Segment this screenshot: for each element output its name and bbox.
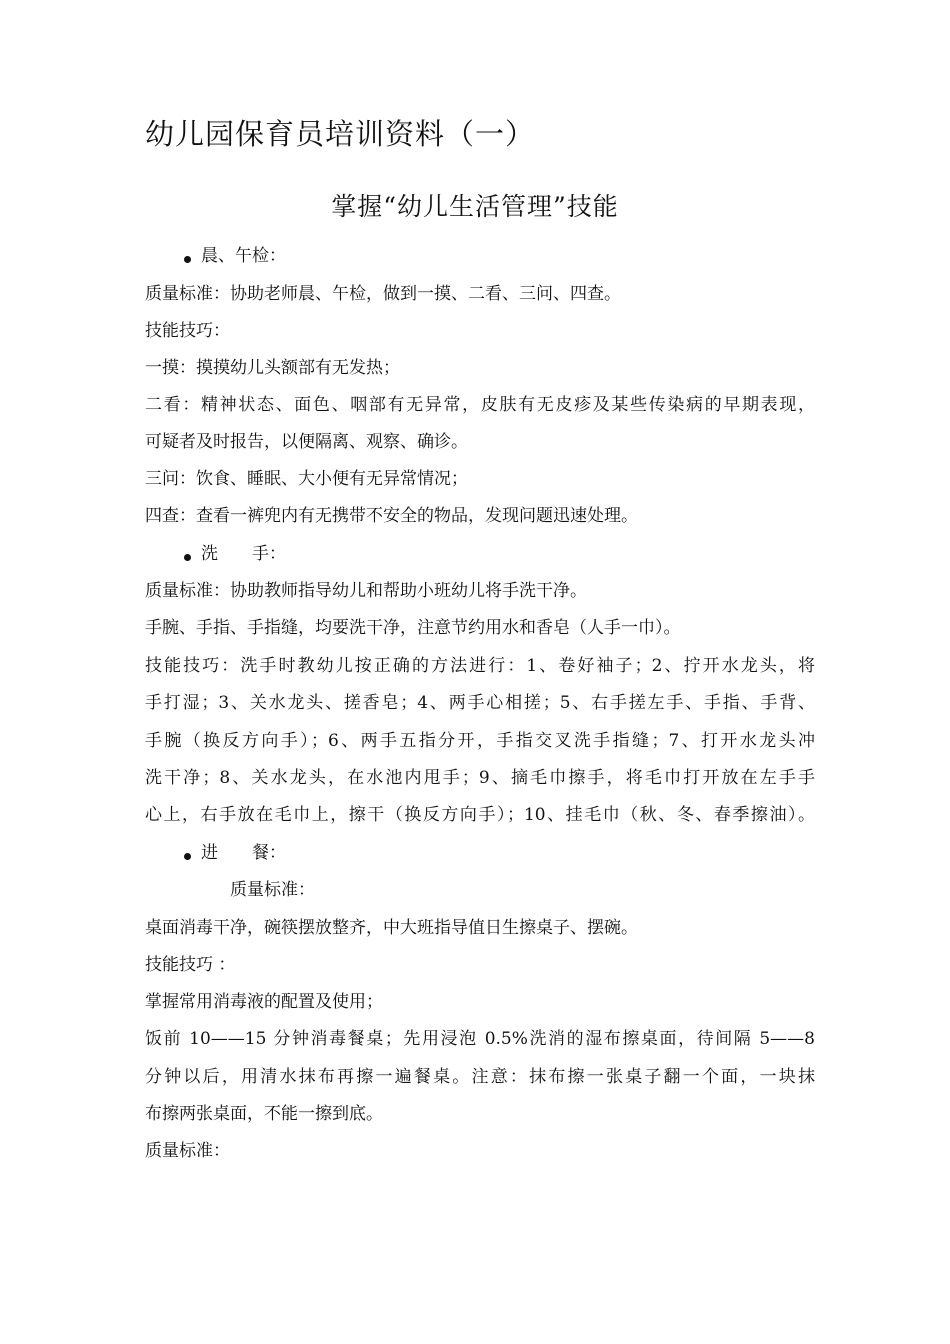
paragraph: 质量标准：协助教师指导幼儿和帮助小班幼儿将手洗干净。: [145, 581, 587, 601]
bullet-heading-hand-washing: [184, 543, 286, 565]
paragraph: 二看：精神状态、面色、咽部有无异常，皮肤有无皮疹及某些传染病的早期表现，: [145, 395, 815, 415]
paragraph: 掌握常用消毒液的配置及使用；: [145, 992, 383, 1012]
paragraph: 一摸：摸摸幼儿头额部有无发热；: [145, 358, 400, 378]
paragraph: 四查：查看一裤兜内有无携带不安全的物品，发现问题迅速处理。: [145, 506, 638, 526]
paragraph: 质量标准：: [145, 1141, 230, 1161]
page-title: 幼儿园保育员培训资料（一）: [145, 117, 536, 151]
bullet-icon: [184, 256, 191, 263]
paragraph: 桌面消毒干净，碗筷摆放整齐，中大班指导值日生擦桌子、摆碗。: [145, 918, 638, 938]
heading-text: 晨、午检：: [201, 246, 286, 266]
paragraph: 洗干净；8、关水龙头，在水池内甩手；9、摘毛巾擦手，将毛巾打开放在左手手: [145, 768, 815, 788]
paragraph: 饭前 10——15 分钟消毒餐桌；先用浸泡 0.5%洗消的湿布擦桌面，待间隔 5——8: [145, 1029, 815, 1049]
paragraph: 手腕、手指、手指缝，均要洗干净，注意节约用水和香皂（人手一巾）。: [145, 618, 681, 638]
paragraph: 技能技巧：: [145, 321, 230, 341]
paragraph: 质量标准：协助老师晨、午检，做到一摸、二看、三问、四查。: [145, 284, 621, 304]
paragraph: 技能技巧：洗手时教幼儿按正确的方法进行：1、卷好袖子；2、拧开水龙头，将: [145, 656, 815, 676]
bullet-heading-morning-check: [184, 245, 286, 267]
section-title: 掌握“幼儿生活管理”技能: [331, 192, 619, 221]
heading-text: 进 餐：: [201, 843, 286, 863]
bullet-heading-dining: [184, 842, 286, 864]
paragraph: 三问：饮食、睡眠、大小便有无异常情况；: [145, 469, 468, 489]
paragraph: 分钟以后，用清水抹布再擦一遍餐桌。注意：抹布擦一张桌子翻一个面，一块抹: [145, 1067, 815, 1087]
heading-text: 洗 手：: [201, 544, 286, 564]
paragraph: 技能技巧 ：: [145, 955, 236, 975]
paragraph: 手打湿；3、关水龙头、搓香皂；4、两手心相搓；5、右手搓左手、手指、手背、: [145, 693, 815, 713]
paragraph: 心上，右手放在毛巾上，擦干（换反方向手）；10、挂毛巾（秋、冬、春季擦油）。: [145, 805, 815, 825]
paragraph: 手腕（换反方向手）；6、两手五指分开，手指交叉洗手指缝；7、打开水龙头冲: [145, 731, 815, 751]
paragraph: 质量标准：: [230, 880, 315, 900]
paragraph: 可疑者及时报告，以便隔离、观察、确诊。: [145, 432, 468, 452]
bullet-icon: [184, 853, 191, 860]
paragraph: 布擦两张桌面，不能一擦到底。: [145, 1104, 383, 1124]
bullet-icon: [184, 554, 191, 561]
